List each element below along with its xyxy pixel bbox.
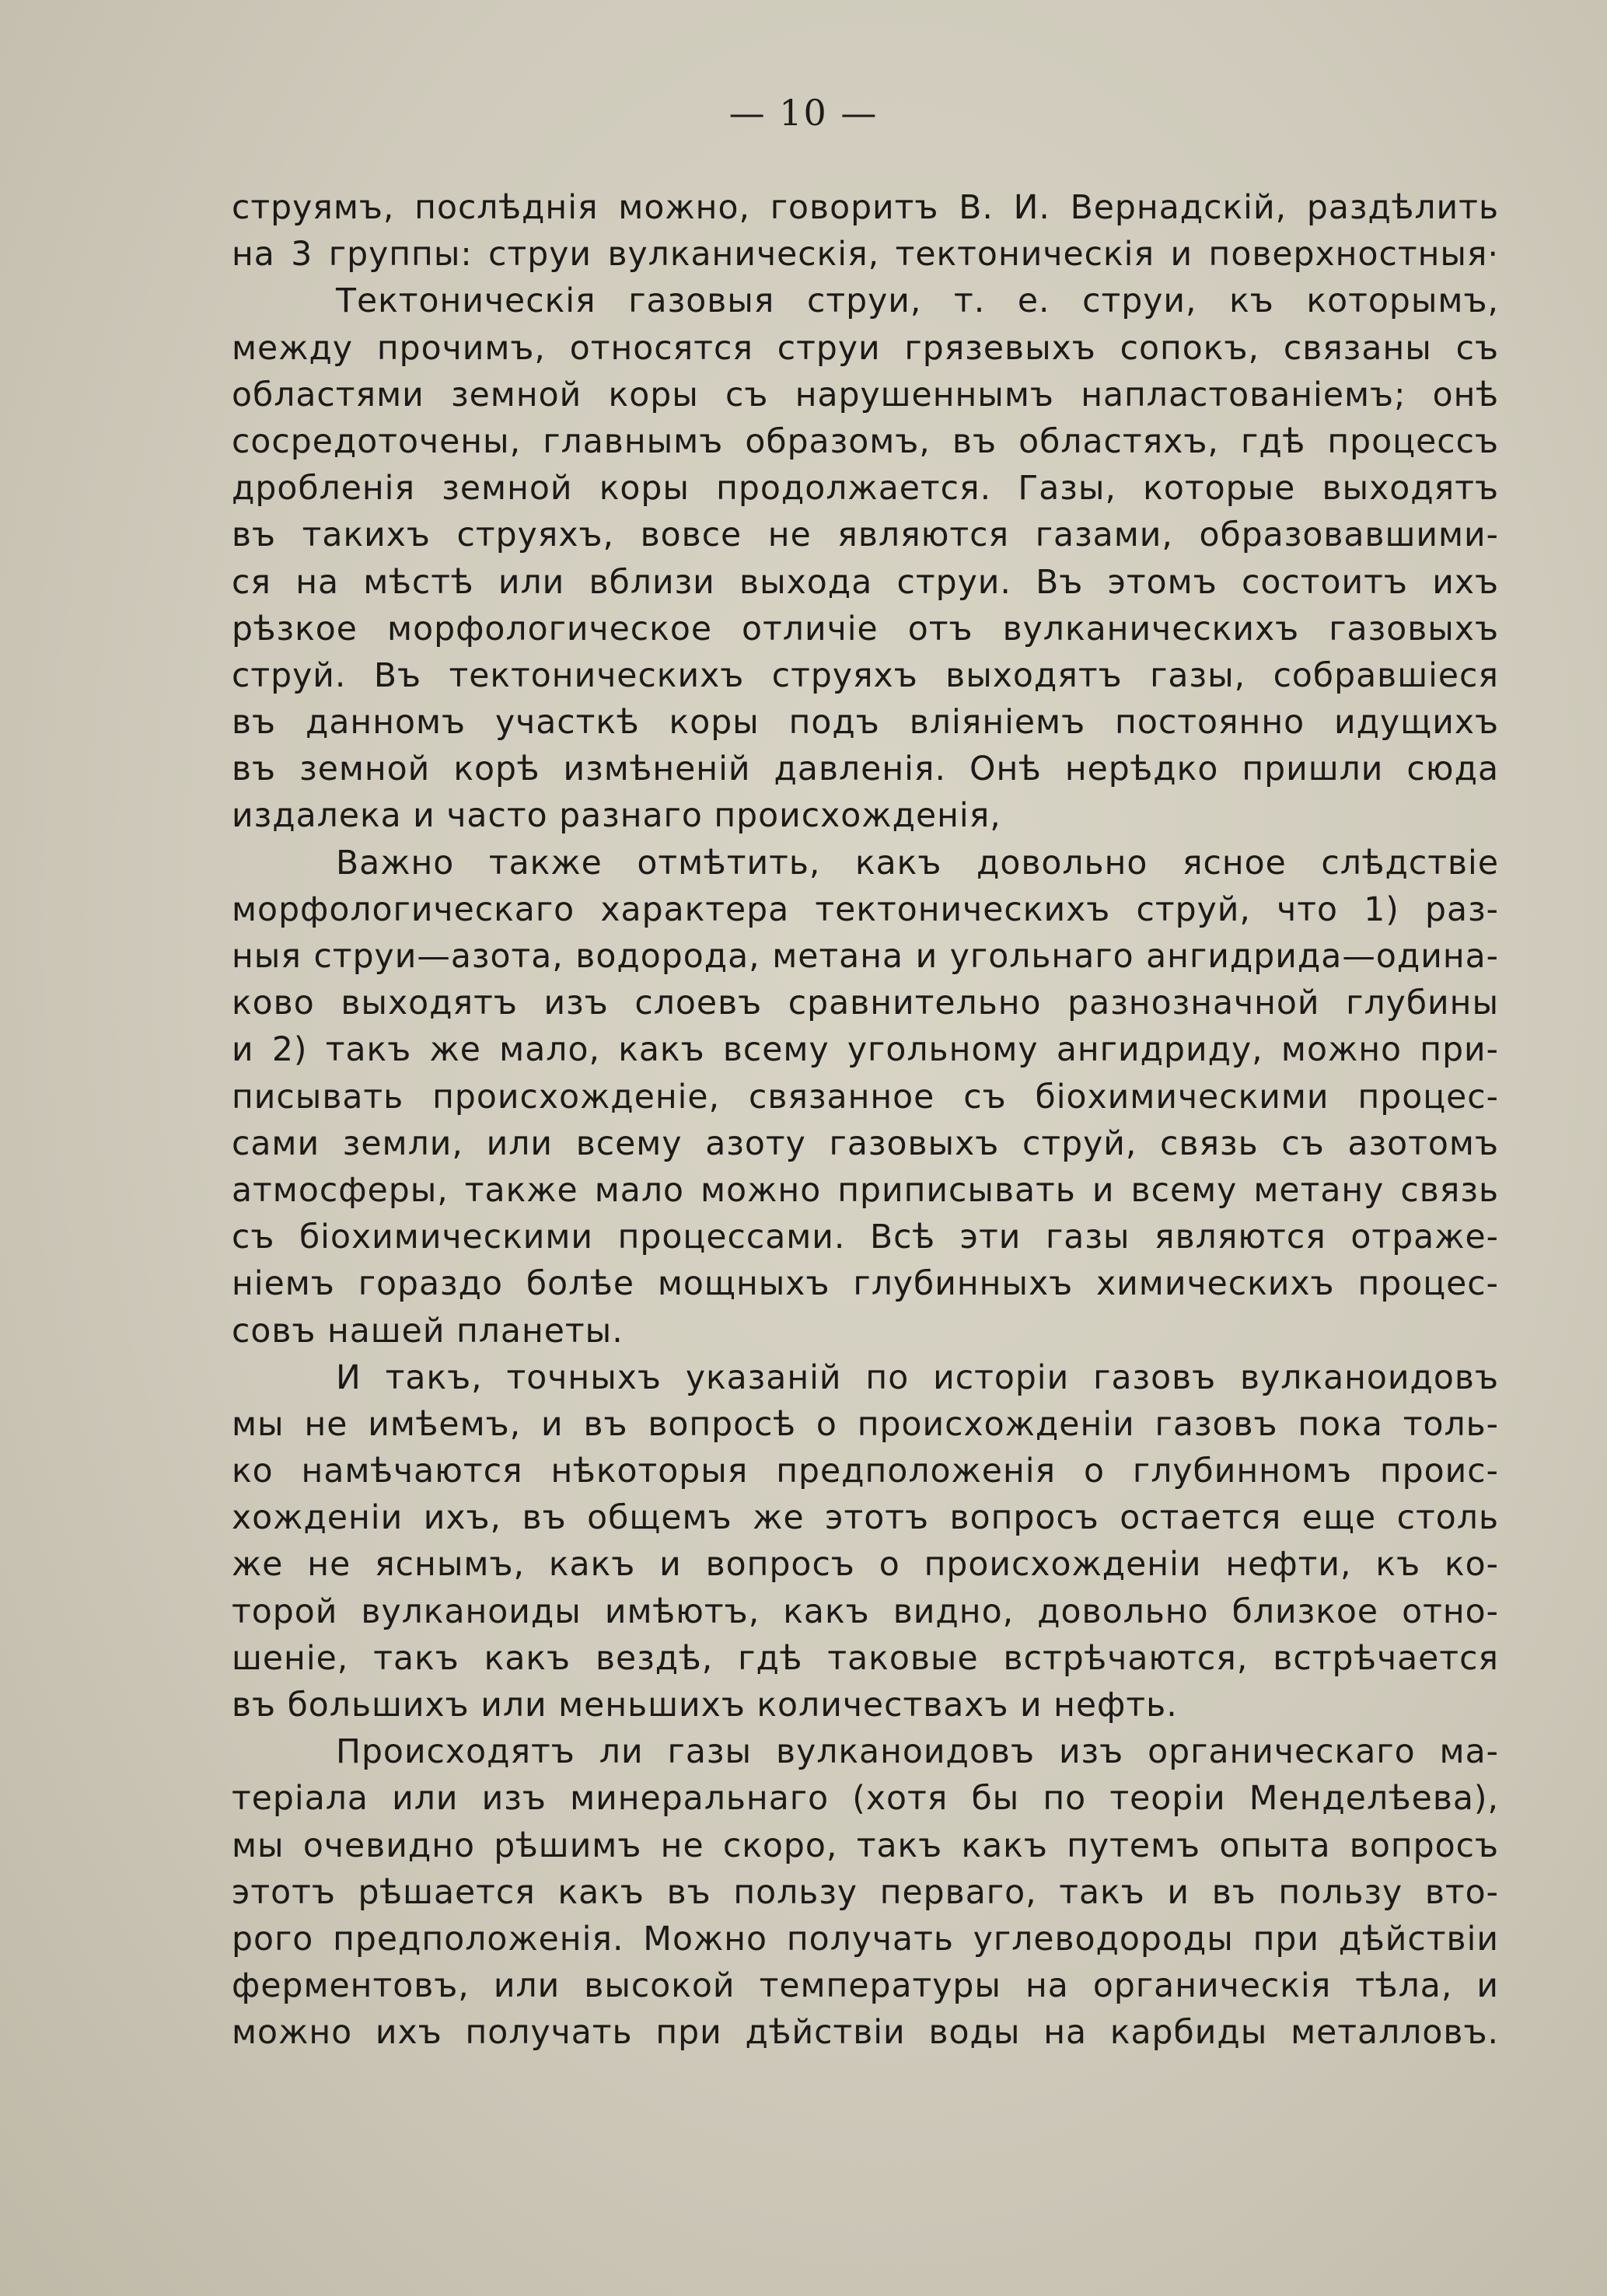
text-line: въ данномъ участкѣ коры подъ вліяніемъ постоянно идущихъ bbox=[232, 704, 1499, 743]
text-line: ково выходятъ изъ слоевъ сравнительно разнозначной глубины bbox=[232, 984, 1499, 1023]
text-line: можно ихъ получать при дѣйствіи воды на карбиды металловъ. bbox=[232, 2014, 1499, 2053]
text-line: ся на мѣстѣ или вблизи выхода струи. Въ этомъ состоитъ ихъ bbox=[232, 563, 1499, 602]
text-line: же не яснымъ, какъ и вопросъ о происхожденіи нефти, къ ко- bbox=[232, 1546, 1499, 1585]
body-text bbox=[232, 185, 1499, 2057]
text-line: писывать происхожденіе, связанное съ біохимическими процес- bbox=[232, 1078, 1499, 1117]
text-line: совъ нашей планеты. bbox=[232, 1312, 624, 1351]
text-line: мы не имѣемъ, и въ вопросѣ о происхожденіи газовъ пока толь- bbox=[232, 1405, 1499, 1444]
text-line: рѣзкое морфологическое отличіе отъ вулканическихъ газовыхъ bbox=[232, 610, 1499, 648]
text-line: струй. Въ тектоническихъ струяхъ выходятъ газы, собравшіеся bbox=[232, 656, 1499, 695]
text-line: атмосферы, также мало можно приписывать и всему метану связь bbox=[232, 1171, 1499, 1210]
text-line: въ такихъ струяхъ, вовсе не являются газами, образовавшими- bbox=[232, 516, 1499, 555]
text-line: ныя струи—азота, водорода, метана и угольнаго ангидрида—одина- bbox=[232, 938, 1499, 976]
text-line: ніемъ гораздо болѣе мощныхъ глубинныхъ химическихъ процес- bbox=[232, 1265, 1499, 1304]
text-line: и 2) такъ же мало, какъ всему угольному ангидриду, можно при- bbox=[232, 1031, 1499, 1070]
page-number: — 10 — bbox=[728, 92, 879, 134]
text-line: сосредоточены, главнымъ образомъ, въ областяхъ, гдѣ процессъ bbox=[232, 422, 1499, 461]
text-line: Тектоническія газовыя струи, т. е. струи, къ которымъ, bbox=[336, 282, 1499, 321]
text-line: этотъ рѣшается какъ въ пользу перваго, такъ и въ пользу вто- bbox=[232, 1873, 1499, 1912]
text-line: въ большихъ или меньшихъ количествахъ и нефть. bbox=[232, 1686, 1178, 1725]
text-line: сами земли, или всему азоту газовыхъ струй, связь съ азотомъ bbox=[232, 1124, 1499, 1163]
text-line: рого предположенія. Можно получать углеводороды при дѣйствіи bbox=[232, 1920, 1499, 1959]
text-line: струямъ, послѣднія можно, говоритъ В. И. Вернадскій, раздѣлить bbox=[232, 189, 1499, 227]
text-line: издалека и часто разнаго происхожденія, bbox=[232, 797, 1001, 836]
text-line: областями земной коры съ нарушеннымъ напластованіемъ; онѣ bbox=[232, 376, 1499, 414]
text-line: Важно также отмѣтить, какъ довольно ясное слѣдствіе bbox=[336, 844, 1499, 882]
text-line: ко намѣчаются нѣкоторыя предположенія о глубинномъ проис- bbox=[232, 1452, 1499, 1491]
text-line: ферментовъ, или высокой температуры на органическія тѣла, и bbox=[232, 1967, 1499, 2006]
text-line: шеніе, такъ какъ вездѣ, гдѣ таковые встрѣчаются, встрѣчается bbox=[232, 1639, 1499, 1678]
text-line: И такъ, точныхъ указаній по исторіи газовъ вулканоидовъ bbox=[336, 1358, 1499, 1397]
text-line: въ земной корѣ измѣненій давленія. Онѣ нерѣдко пришли сюда bbox=[232, 750, 1499, 789]
text-line: на 3 группы: струи вулканическія, тектоническія и поверхностныя· bbox=[232, 236, 1499, 274]
text-line: дробленія земной коры продолжается. Газы, которые выходятъ bbox=[232, 470, 1499, 508]
text-line: между прочимъ, относятся струи грязевыхъ сопокъ, связаны съ bbox=[232, 329, 1499, 368]
text-line: хожденіи ихъ, въ общемъ же этотъ вопросъ остается еще столь bbox=[232, 1499, 1499, 1538]
text-line: Происходятъ ли газы вулканоидовъ изъ органическаго ма- bbox=[336, 1733, 1499, 1772]
text-line: теріала или изъ минеральнаго (хотя бы по теоріи Менделѣева), bbox=[232, 1780, 1499, 1819]
text-line: торой вулканоиды имѣютъ, какъ видно, довольно близкое отно- bbox=[232, 1592, 1499, 1631]
text-line: мы очевидно рѣшимъ не скоро, такъ какъ путемъ опыта вопросъ bbox=[232, 1826, 1499, 1865]
text-line: съ біохимическими процессами. Всѣ эти газы являются отраже- bbox=[232, 1218, 1499, 1257]
text-line: морфологическаго характера тектоническихъ струй, что 1) раз- bbox=[232, 890, 1499, 929]
